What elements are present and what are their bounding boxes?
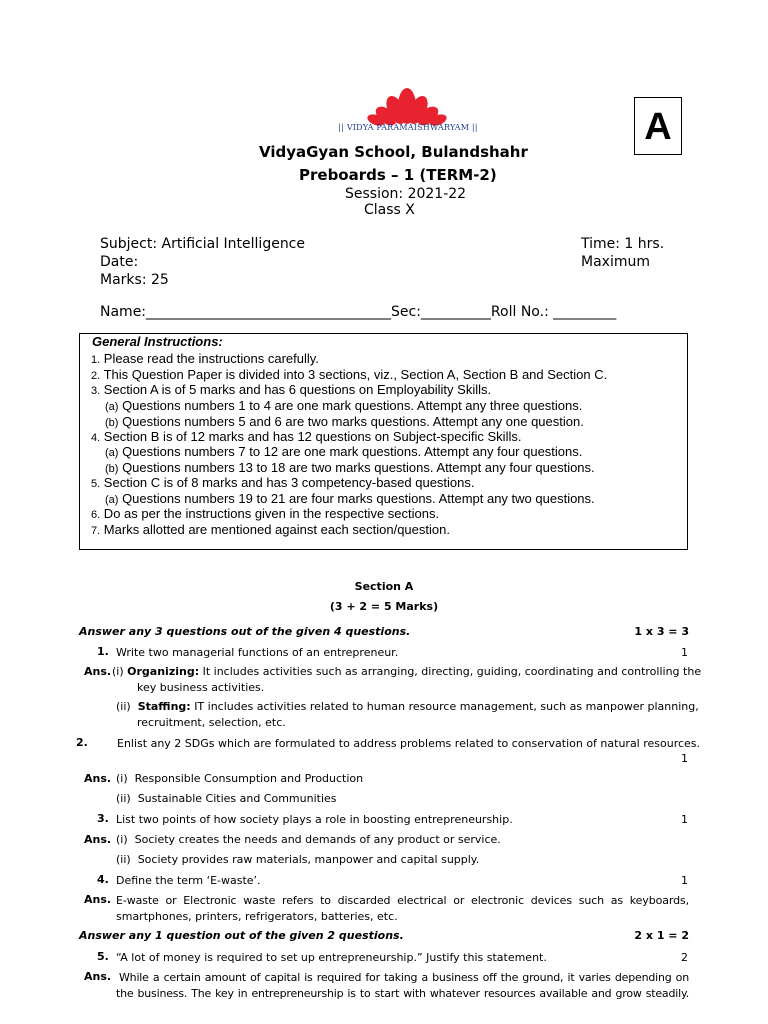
section-title: Section A [354,580,414,593]
class-label: Class X [364,202,415,218]
instruction-subitem: (b) Questions numbers 5 and 6 are two marks questions. Attempt any one question. [105,414,584,429]
section-marks: (3 + 2 = 5 Marks) [329,600,439,613]
instruction-item: 7. Marks allotted are mentioned against each section/question. [91,522,450,537]
marks-label: Marks: 25 [100,272,169,288]
question-text: Write two managerial functions of an entrepreneur. [116,646,399,659]
time-label: Time: 1 hrs. [581,236,665,252]
part1-instruction: Answer any 3 questions out of the given 4 questions. [79,625,411,638]
instruction-item: 5. Section C is of 8 marks and has 3 competency-based questions. [91,475,475,490]
answer-label: Ans. [84,970,112,983]
part1-marks: 1 x 3 = 3 [634,625,689,638]
answer-continuation: smartphones, printers, refrigerators, batteries, etc. [116,910,398,923]
instruction-subitem: (a) Questions numbers 19 to 21 are four marks questions. Attempt any two questions. [105,491,595,506]
date-label: Date: [100,254,139,270]
question-marks: 1 [681,813,688,826]
instruction-subitem: (a) Questions numbers 1 to 4 are one mark questions. Attempt any three questions. [105,398,583,413]
answer-label: Ans. [84,833,112,846]
instruction-item: 2. This Question Paper is divided into 3 sections, viz., Section A, Section B and Section C. [91,367,608,382]
question-marks: 1 [681,752,688,765]
question-number: 4. [97,873,109,886]
question-number: 5. [97,950,109,963]
school-motto: || VIDYA PARAMAISHWARYAM || [338,123,478,132]
answer-text: E-waste or Electronic waste refers to discarded electrical or electronic devices such as keyboards, [116,894,689,907]
answer-text: While a certain amount of capital is required for taking a business off the ground, it varies depending on [119,971,689,984]
exam-title: Preboards – 1 (TERM-2) [299,166,497,184]
answer-point: (i) Society creates the needs and demands of any product or service. [116,833,501,846]
answer-point: (i) Responsible Consumption and Production [116,772,364,785]
instruction-item: 4. Section B is of 12 marks and has 12 questions on Subject-specific Skills. [91,429,522,444]
question-number: 3. [97,812,109,825]
question-number: 2. [76,736,88,749]
school-name: VidyaGyan School, Bulandshahr [259,143,528,161]
answer-continuation: recruitment, selection, etc. [137,716,286,729]
instructions-title: General Instructions: [92,334,223,349]
instruction-item: 6. Do as per the instructions given in the respective sections. [91,506,440,521]
question-text: “A lot of money is required to set up entrepreneurship.” Justify this statement. [116,951,547,964]
answer-point: (ii) Sustainable Cities and Communities [116,792,337,805]
question-marks: 1 [681,646,688,659]
part2-instruction: Answer any 1 question out of the given 2 questions. [79,929,404,942]
question-text: List two points of how society plays a role in boosting entrepreneurship. [116,813,513,826]
question-marks: 2 [681,951,688,964]
answer-text: the business. The key in entrepreneurship is to start with whatever resources available and grow steadily. [116,987,689,1000]
answer-label: Ans. [84,893,112,906]
session-label: Session: 2021-22 [345,186,467,202]
question-number: 1. [97,645,109,658]
question-paper-set-label: A [634,97,682,155]
answer-point: (ii) Society provides raw materials, manpower and capital supply. [116,853,480,866]
instruction-subitem: (a) Questions numbers 7 to 12 are one mark questions. Attempt any four questions. [105,444,583,459]
instruction-item: 3. Section A is of 5 marks and has 6 questions on Employability Skills. [91,382,492,397]
answer-label: Ans. [84,665,112,678]
question-marks: 1 [681,874,688,887]
instruction-subitem: (b) Questions numbers 13 to 18 are two marks questions. Attempt any four questions. [105,460,595,475]
answer-continuation: key business activities. [137,681,265,694]
general-instructions-box [79,333,688,550]
subject-label: Subject: Artificial Intelligence [100,236,305,252]
question-text: Define the term ‘E-waste’. [116,874,261,887]
part2-marks: 2 x 1 = 2 [634,929,689,942]
instruction-item: 1. Please read the instructions carefully. [91,351,319,366]
answer-label: Ans. [84,772,112,785]
answer-point: (i) Organizing: It includes activities such as arranging, directing, guiding, coordinating and controlling the [112,665,702,678]
question-text: Enlist any 2 SDGs which are formulated to address problems related to conservation of natural resources. [117,737,701,750]
answer-point: (ii) Staffing: IT includes activities related to human resource management, such as manpower planning, [116,700,699,713]
maximum-label: Maximum [581,254,650,270]
name-section-roll-line: Name:___________________________________Sec:__________Roll No.: _________ [100,304,617,320]
